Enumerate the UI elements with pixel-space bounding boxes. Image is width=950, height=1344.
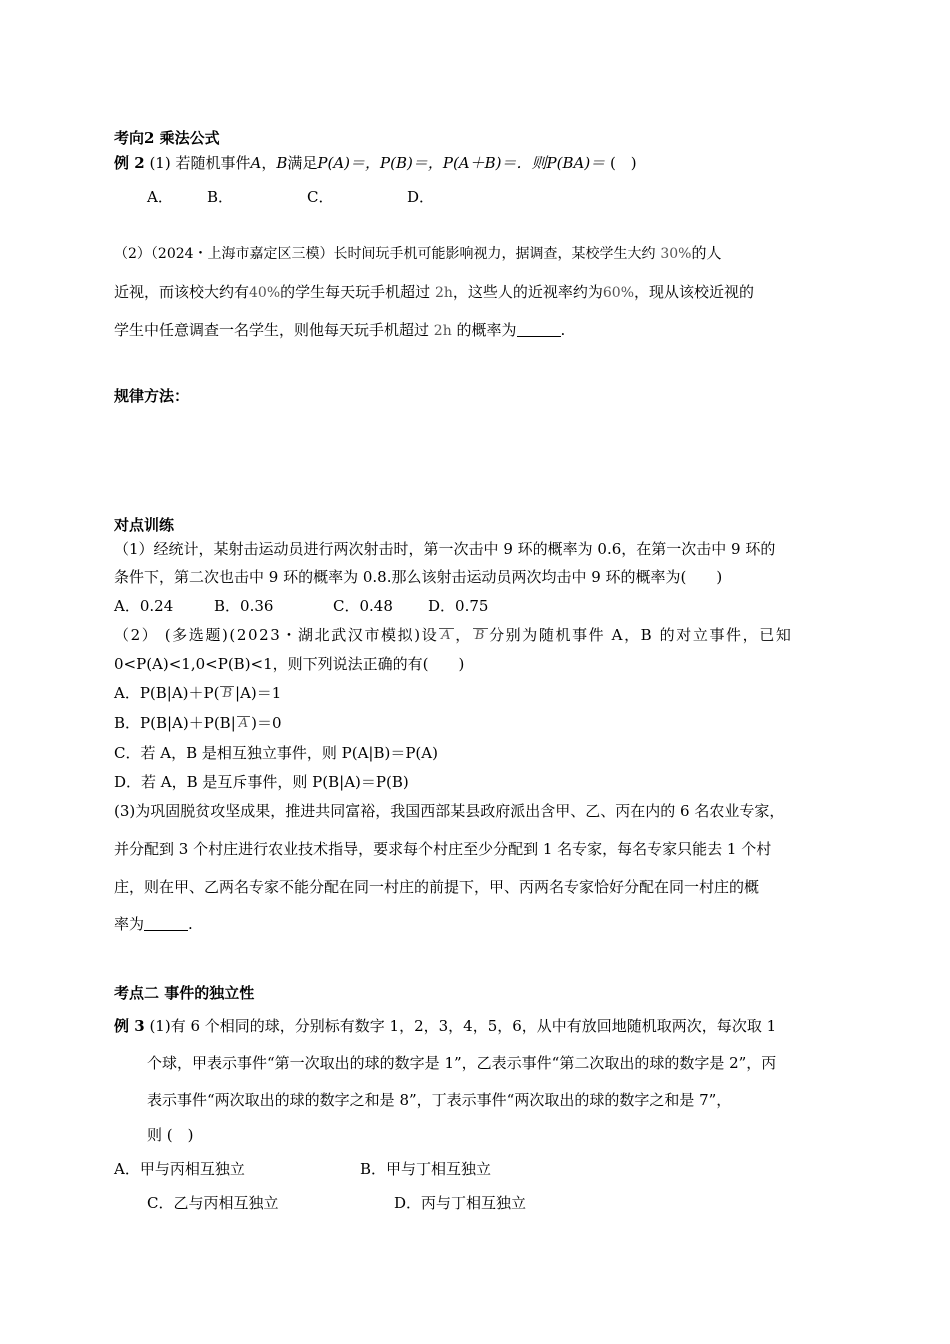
example3-option-a: A．甲与丙相互独立 — [114, 1160, 245, 1178]
example3-line1 — [114, 1016, 776, 1036]
option-a-part1: A．P(B|A)＋P( — [114, 684, 220, 702]
example3-options-row2 — [147, 1193, 526, 1213]
option-b-part2: )＝0 — [251, 714, 282, 732]
example3-line2: 个球，甲表示事件“第一次取出的球的数字是 1”，乙表示事件“第二次取出的球的数字是 2”，丙 — [147, 1054, 777, 1072]
drill-q1-option-b: B．0.36 — [214, 597, 274, 615]
example3-options-row1 — [114, 1159, 491, 1179]
prob-pba: P(BA)＝ — [546, 154, 606, 172]
q2-line2 — [114, 282, 754, 303]
section-heading-multiplication: 考向2 乘法公式 — [114, 129, 220, 147]
percent-40: 40% — [249, 285, 281, 301]
drill-q2-text-1a: （2） (多选题)(2023・湖北武汉市模拟)设 — [114, 626, 439, 644]
drill-q2-option-b — [114, 713, 282, 733]
q2-text-2c: ，这些人的近视率约为 — [452, 283, 603, 301]
drill-q1-line1: （1）经统计，某射击运动员进行两次射击时，第一次击中 9 环的概率为 0.6，在第一次击中 9 环的 — [114, 540, 776, 558]
satisfy-text: 满足 — [287, 154, 318, 172]
q2-text-1a: （2）（2024・上海市嘉定区三模）长时间玩手机可能影响视力，据调查，某校学生大约 — [114, 246, 656, 262]
example3-option-d: D．丙与丁相互独立 — [394, 1194, 527, 1212]
drill-q2-option-c: C．若 A，B 是相互独立事件，则 P(A|B)＝P(A) — [114, 744, 438, 762]
q2-text-2d: ，现从该校近视的 — [634, 283, 755, 301]
a-complement: A — [238, 716, 249, 731]
prob-pb: P(B)＝， — [380, 154, 443, 172]
drill-q1-option-a: A．0.24 — [114, 597, 174, 615]
method-heading: 规律方法： — [114, 387, 190, 405]
q1-prefix: (1) 若随机事件 — [149, 154, 251, 172]
prob-pab: P(A＋B)＝．则 — [442, 154, 547, 172]
event-b: B — [276, 154, 288, 172]
drill-q2-option-a — [114, 683, 281, 703]
q2-text-2b: 的学生每天玩手机超过 — [280, 283, 431, 301]
drill-q2-option-d: D．若 A，B 是互斥事件，则 P(B|A)＝P(B) — [114, 773, 409, 791]
option-c: C． — [307, 188, 334, 206]
comma: ， — [455, 626, 472, 644]
answer-blank — [517, 322, 561, 337]
example2-question1 — [114, 153, 637, 173]
option-a: A． — [147, 188, 173, 206]
percent-30: 30% — [660, 246, 692, 262]
option-d: D． — [407, 188, 435, 206]
prob-pa: P(A)＝， — [317, 154, 381, 172]
drill-q2-text-1b: 分别为随机事件 A，B 的对立事件，已知 — [489, 626, 793, 644]
section-heading-independence: 考点二 事件的独立性 — [114, 984, 255, 1002]
example3-option-c: C．乙与丙相互独立 — [147, 1194, 279, 1212]
period: . — [188, 915, 193, 933]
example3-option-b: B．甲与丁相互独立 — [360, 1160, 492, 1178]
drill-q3-line2: 并分配到 3 个村庄进行农业技术指导，要求每个村庄至少分配到 1 名专家，每名专家只能去 1 个村 — [114, 840, 772, 858]
example3-line3: 表示事件“两次取出的球的数字之和是 8”，丁表示事件“两次取出的球的数字之和是 7”， — [147, 1091, 732, 1109]
q2-text-2a: 近视，而该校大约有 — [114, 283, 250, 301]
q2-text-3a: 学生中任意调查一名学生，则他每天玩手机超过 — [114, 321, 430, 339]
drill-q1-option-d: D．0.75 — [428, 597, 489, 615]
percent-60: 60% — [602, 285, 635, 301]
answer-blank — [144, 916, 188, 931]
example2-options — [147, 187, 434, 207]
event-a: A — [250, 154, 262, 172]
hours-2h-b: 2h — [433, 323, 452, 339]
example3-line4: 则 ( ) — [147, 1126, 194, 1144]
example3-text-1: (1)有 6 个相同的球，分别标有数字 1，2，3，4，5，6，从中有放回地随机取两次，每次取 1 — [149, 1017, 777, 1035]
drill-q3-line4 — [114, 914, 193, 934]
comma: ， — [261, 154, 277, 172]
drill-q3-line3: 庄，则在甲、乙两名专家不能分配在同一村庄的前提下，甲、丙两名专家恰好分配在同一村庄的概 — [114, 878, 760, 896]
hours-2h: 2h — [434, 285, 453, 301]
q2-line3 — [114, 320, 565, 341]
example-label: 例 3 — [114, 1017, 145, 1035]
q2-text-1b: 的人 — [691, 244, 722, 262]
q2-line1 — [114, 243, 721, 264]
example-label: 例 2 — [114, 154, 145, 172]
drill-q2-line1 — [114, 625, 792, 645]
drill-q1-line2: 条件下，第二次也击中 9 环的概率为 0.8.那么该射击运动员两次均击中 9 环的概率为( ) — [114, 568, 723, 586]
period: . — [560, 321, 566, 339]
option-a-part2: |A)＝1 — [235, 684, 282, 702]
q2-text-3b: 的概率为 — [456, 321, 517, 339]
drill-q1-option-c: C．0.48 — [333, 597, 393, 615]
drill-q3-line1: (3)为巩固脱贫攻坚成果，推进共同富裕，我国西部某县政府派出含甲、乙、丙在内的 6 名农业专家， — [114, 802, 785, 820]
drill-heading: 对点训练 — [114, 516, 175, 534]
b-complement: B — [474, 628, 487, 643]
option-b: B． — [207, 188, 234, 206]
drill-q2-line2: 0<P(A)<1,0<P(B)<1，则下列说法正确的有( ) — [114, 655, 465, 673]
option-b-part1: B．P(B|A)＋P(B| — [114, 714, 236, 732]
drill-q1-options — [114, 596, 488, 616]
answer-paren: ( ) — [609, 154, 637, 172]
a-complement: A — [441, 628, 453, 643]
b-complement: B — [222, 686, 233, 701]
drill-q3-text-4a: 率为 — [114, 915, 145, 933]
